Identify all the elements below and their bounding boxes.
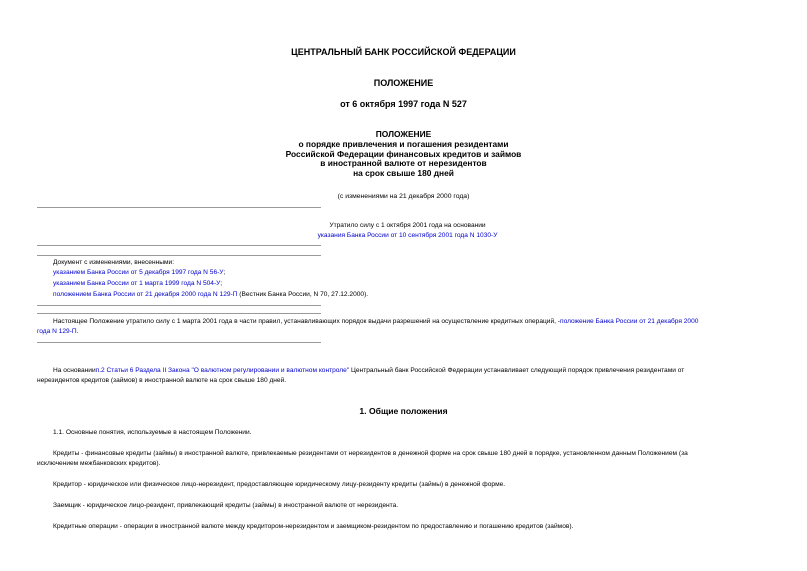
doc-type: ПОЛОЖЕНИЕ [373,78,434,88]
amended-note: (с изменениями на 21 декабря 2000 года) [337,193,470,200]
org-title: ЦЕНТРАЛЬНЫЙ БАНК РОССИЙСКОЙ ФЕДЕРАЦИИ [291,47,516,57]
basis-line1 [53,366,771,375]
change-item [53,290,368,299]
change-item [53,279,222,288]
change-link[interactable]: указанием Банка России от 1 марта 1999 года N 504-У [53,280,221,287]
change-link[interactable]: указанием Банка России от 5 декабря 1997 года N 56-У [53,269,224,276]
partial-expiry-link-cont[interactable]: года N 129-П [37,328,77,335]
divider [37,342,321,343]
partial-expiry-end: . [76,328,79,335]
change-link[interactable]: положением Банка России от 21 декабря 2000 года N 129-П [53,291,238,298]
expired-link[interactable]: указания Банка России от 10 сентября 2001 года N 1030-У [317,232,498,239]
title-line: ПОЛОЖЕНИЕ [375,129,432,139]
change-suffix: ; [220,280,223,287]
change-item [53,268,225,277]
paragraph: Кредитные операции - операции в иностранной валюте между кредитором-нерезидентом и заемщиком-резидентом по предоставлению и погашению кредитов (займов). [53,523,574,530]
divider [37,305,321,306]
basis-rest: Центральный банк Российской Федерации устанавливает следующий порядок привлечения резидентами от [349,367,685,374]
changes-intro: Документ с изменениями, внесенными: [53,259,175,266]
expired-text: Утратило силу с 1 октября 2001 года на основании [329,222,486,229]
paragraph: 1.1. Основные понятия, используемые в настоящем Положении. [53,429,252,436]
paragraph: Кредиты - финансовые кредиты (займы) в иностранной валюте, привлекаемые резидентами от нерезидентов в денежной форме на срок свыше 180 дней в порядке, установленном данным Положением (за [53,450,688,457]
expired-block [311,221,504,241]
paragraph: Кредитор - юридическое или физическое лицо-нерезидент, предоставляющее юридическому лицу-резиденту кредиты (займы) в денежной форме. [53,481,506,488]
partial-expiry-link[interactable]: положение Банка России от 21 декабря 2000 [560,318,699,325]
change-suffix: ; [223,269,226,276]
basis-link[interactable]: п.2 Статьи 6 Раздела II Закона "О валютном регулировании и валютном контроле" [95,367,350,374]
basis-line2: нерезидентов кредитов (займов) в иностранной валюте на срок свыше 180 дней. [37,377,287,384]
title-line: на срок свыше 180 дней [353,168,454,179]
partial-expiry-text: Настоящее Положение утратило силу с 1 марта 2001 года в части правил, устанавливающих порядок выдачи разрешений на осуществление кредитных операций, - [53,318,560,325]
title-line: о порядке привлечения и погашения резидентами [298,138,509,149]
divider [37,207,321,208]
basis-prefix: На основании [53,367,96,374]
title-line: в иностранной валюте от нерезидентов [320,158,487,169]
divider [37,255,321,256]
partial-expiry-line1 [53,317,771,326]
paragraph-cont: исключением межбанковских кредитов). [37,460,161,467]
title-line: Российской Федерации финансовых кредитов и займов [285,148,522,159]
paragraph: Заемщик - юридическое лицо-резидент, привлекающий кредиты (займы) в иностранной валюте от нерезидента. [53,502,399,509]
divider [37,313,321,314]
divider [37,245,321,246]
section-title: 1. Общие положения [359,406,448,416]
partial-expiry-line2 [37,327,79,336]
doc-date-number: от 6 октября 1997 года N 527 [340,99,467,109]
doc-full-title [0,130,807,179]
change-suffix: (Вестник Банка России, N 70, 27.12.2000). [237,291,369,298]
